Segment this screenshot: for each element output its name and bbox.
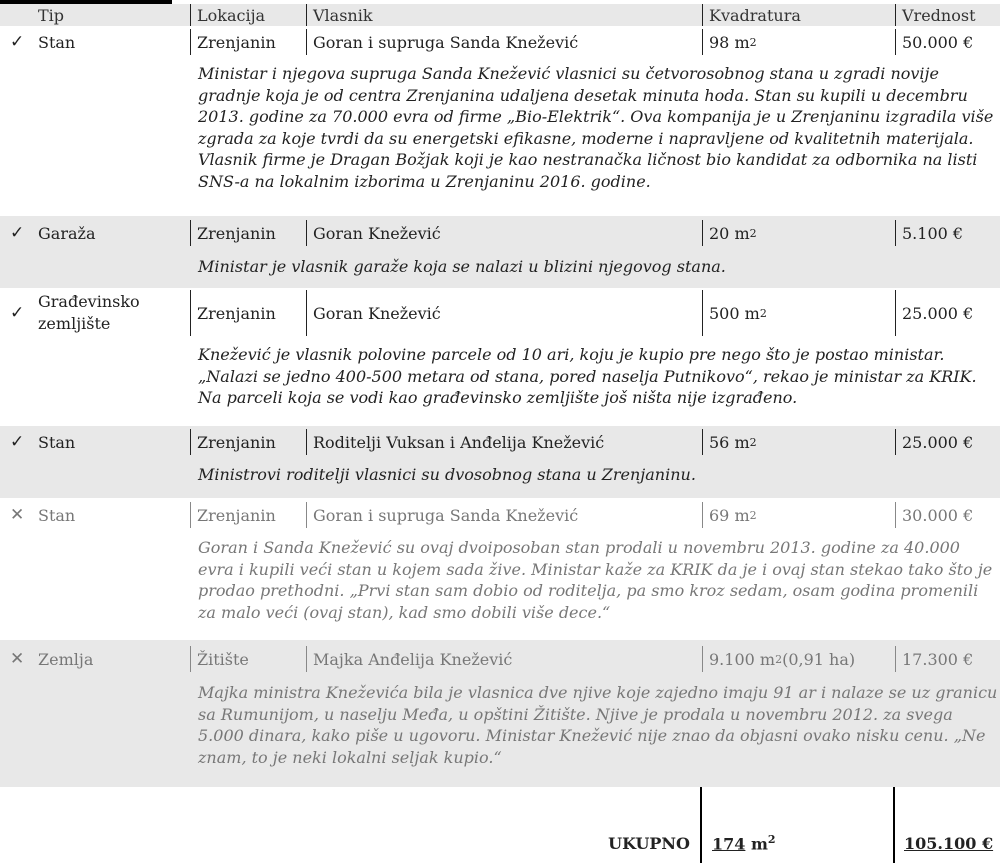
row-description: Goran i Sanda Knežević su ovaj dvoiposoban stan prodali u novembru 2013. godine za 40.000 evra i kupili veći stan u kojem sada žive. Ministar kaže za KRIK da je i ovaj stan stekao tako što je prodao prethodni. „Prvi stan sam dobio od roditelja, pa smo kroz sedam, osam godina promenili za malo veći (ovaj stan), kad smo dobili više dece.“ — [198, 538, 993, 622]
row-lokacija: Zrenjanin — [190, 502, 276, 528]
row-kvadratura: 56 m 2 — [702, 429, 757, 455]
row-vlasnik: Goran i supruga Sanda Knežević — [306, 502, 578, 528]
row-description: Ministrovi roditelji vlasnici su dvosobnog stana u Zrenjaninu. — [198, 465, 696, 484]
row-tip: Stan — [38, 432, 76, 452]
row-description: Ministar i njegova supruga Sanda Knežević vlasnici su četvorosobnog stana u zgradi novije gradnje koja je od centra Zrenjanina udaljena desetak minuta hoda. Stan su kupili u decembru 2013. godine za 70.000 evra od firme „Bio-Elektrik“. Ova kompanija je u Zrenjaninu izgradila više zgrada za koje tvrdi da su energetski efikasne, moderne i napravljene od kvalitetnih materijala. Vlasnik firme je Dragan Božjak koji je kao nestranačka ličnost bio kandidat za odbornika na listi SNS-a na lokalnim izborima u Zrenjaninu 2016. godine. — [198, 64, 994, 191]
row-vrednost: 30.000 € — [895, 502, 973, 528]
total-divider — [700, 787, 702, 863]
row-kvadratura: 500 m 2 — [702, 290, 767, 336]
row-tip: Zemlja — [38, 649, 94, 669]
table-row — [0, 26, 1000, 216]
row-vrednost: 25.000 € — [895, 429, 973, 455]
table-row — [0, 216, 1000, 288]
row-vrednost: 25.000 € — [895, 290, 973, 336]
row-vlasnik: Goran Knežević — [306, 290, 441, 336]
table-row — [0, 640, 1000, 787]
cross-icon: ✕ — [10, 649, 25, 669]
row-vrednost: 50.000 € — [895, 29, 973, 55]
row-tip: Stan — [38, 32, 76, 52]
row-kvadratura: 20 m 2 — [702, 220, 757, 246]
row-vrednost: 5.100 € — [895, 220, 963, 246]
table-row — [0, 498, 1000, 640]
row-description: Knežević je vlasnik polovine parcele od 10 ari, koju je kupio pre nego što je postao ministar. „Nalazi se jedno 400-500 metara od stana, pored naselja Putnikovo“, rekao je ministar za KRIK. Na parceli koja se vodi kao građevinsko zemljište još ništa nije izgrađeno. — [198, 345, 977, 407]
header-vlasnik: Vlasnik — [306, 4, 373, 26]
row-tip: Građevinsko zemljište — [38, 292, 140, 333]
row-description: Majka ministra Kneževića bila je vlasnica dve njive koje zajedno imaju 91 ar i nalaze se uz granicu sa Rumunijom, u naselju Međa, u opštini Žitište. Njive je prodala u novembru 2012. za svega 5.000 dinara, kako piše u ugovoru. Ministar Knežević nije znao da objasni ovako nisku cenu. „Ne znam, to je neki lokalni seljak kupio.“ — [198, 683, 998, 767]
check-icon: ✓ — [10, 432, 25, 452]
row-vrednost: 17.300 € — [895, 646, 973, 672]
row-kvadratura: 9.100 m 2 (0,91 ha) — [702, 646, 855, 672]
row-lokacija: Zrenjanin — [190, 220, 276, 246]
check-icon: ✓ — [10, 223, 25, 243]
row-vlasnik: Roditelji Vuksan i Anđelija Knežević — [306, 429, 604, 455]
total-row — [0, 787, 1000, 863]
row-tip: Garaža — [38, 223, 96, 243]
cross-icon: ✕ — [10, 505, 25, 525]
row-lokacija: Zrenjanin — [190, 429, 276, 455]
row-kvadratura: 98 m 2 — [702, 29, 757, 55]
total-label: UKUPNO — [608, 834, 690, 853]
row-description: Ministar je vlasnik garaže koja se nalazi u blizini njegovog stana. — [198, 257, 726, 276]
table-row — [0, 288, 1000, 426]
check-icon: ✓ — [10, 32, 25, 52]
total-value: 105.100 € — [904, 834, 994, 853]
header-vrednost: Vrednost — [895, 4, 976, 26]
row-kvadratura: 69 m 2 — [702, 502, 757, 528]
row-lokacija: Zrenjanin — [190, 29, 276, 55]
row-lokacija: Zrenjanin — [190, 290, 276, 336]
total-divider — [893, 787, 895, 863]
header-tip: Tip — [38, 5, 65, 25]
header-kvadratura: Kvadratura — [702, 4, 801, 26]
table-header — [0, 4, 1000, 26]
row-vlasnik: Majka Anđelija Knežević — [306, 646, 512, 672]
check-icon: ✓ — [10, 303, 25, 323]
row-tip: Stan — [38, 505, 76, 525]
header-lokacija: Lokacija — [190, 4, 265, 26]
row-vlasnik: Goran Knežević — [306, 220, 441, 246]
row-lokacija: Žitište — [190, 646, 249, 672]
table-row — [0, 426, 1000, 498]
total-area: 174 $m^2$ — [712, 832, 776, 853]
row-vlasnik: Goran i supruga Sanda Knežević — [306, 29, 578, 55]
